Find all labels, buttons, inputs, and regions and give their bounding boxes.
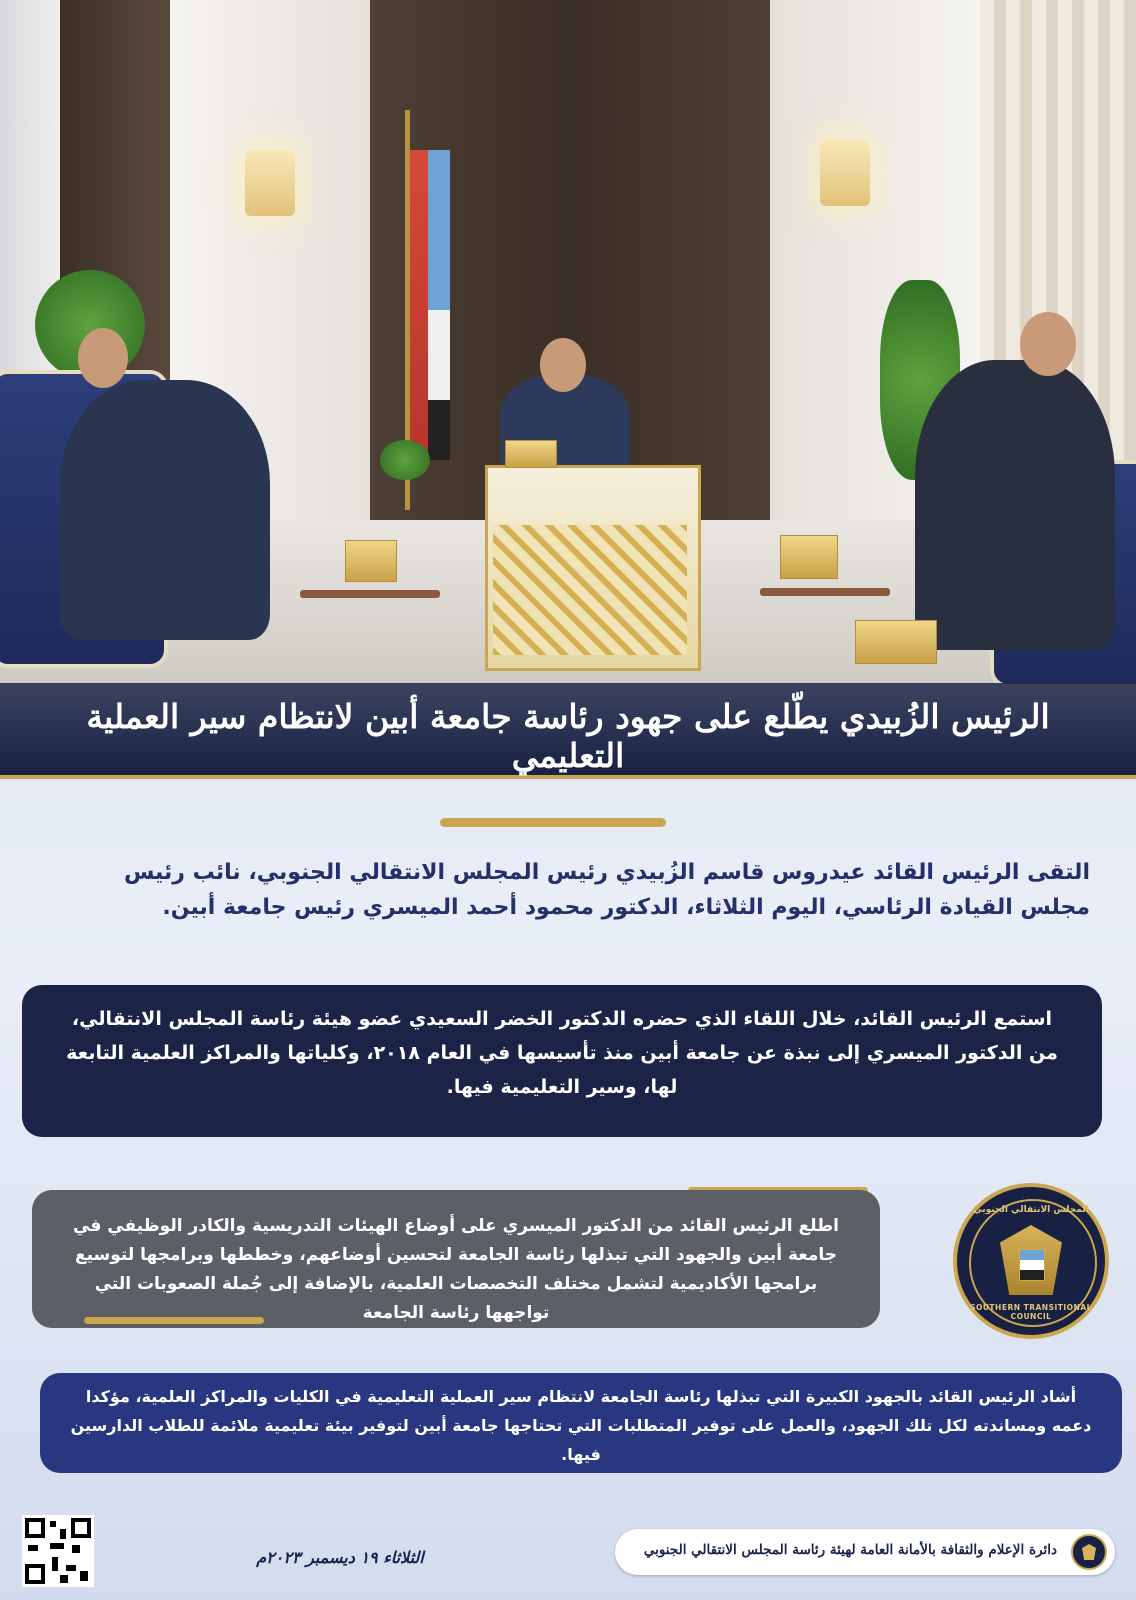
- tissue-box-right: [780, 535, 838, 579]
- stc-mini-logo-icon: [1071, 1534, 1107, 1570]
- person-left: [60, 380, 270, 640]
- paragraph-box-1: [22, 985, 1102, 1137]
- paragraph-1: استمع الرئيس القائد، خلال اللقاء الذي حضره الدكتور الخضر السعيدي عضو هيئة رئاسة المجلس الانتقالي، من الدكتور الميسري إلى نبذة عن جامعة أبين منذ تأسيسها في العام ٢٠١٨، وكلياتها والمراكز العلمية التابعة لها، وسير التعليمية فيها.: [66, 1008, 1058, 1098]
- intro-paragraph: التقى الرئيس القائد عيدروس قاسم الزُبيدي رئيس المجلس الانتقالي الجنوبي، نائب رئيس مجلس القيادة الرئاسي، اليوم الثلاثاء، الدكتور محمود أحمد الميسري رئيس جامعة أبين.: [123, 860, 1090, 921]
- tissue-box: [505, 440, 557, 468]
- meeting-photo: [0, 0, 1136, 685]
- side-table-left: [300, 590, 440, 598]
- side-table-right: [760, 588, 890, 596]
- paragraph-box-2: [32, 1190, 880, 1328]
- gold-accent-bottom: [84, 1317, 264, 1324]
- person-right: [915, 360, 1115, 650]
- person-center-head: [540, 338, 586, 392]
- tissue-box-front: [855, 620, 937, 664]
- publish-date: الثلاثاء ١٩ ديسمبر ٢٠٢٣م: [256, 1548, 424, 1567]
- qr-code-icon[interactable]: [22, 1515, 94, 1587]
- footer-credit: [615, 1529, 1115, 1575]
- shield-icon: [1019, 1249, 1045, 1281]
- gold-divider-top: [440, 818, 666, 827]
- wall-lamp-left: [245, 150, 295, 216]
- small-plant: [380, 440, 430, 480]
- paragraph-2: اطلع الرئيس القائد من الدكتور الميسري على أوضاع الهيئات التدريسية والكادر الوظيفي في جامعة أبين والجهود التي تبذلها رئاسة الجامعة لتحسين أوضاعهم، وخططها وبرامجها لتوسيع برامجها الأكاديمية لتشمل مختلف التخصصات العلمية، بالإضافة إلى جُملة الصعوبات التي تواجهها رئاسة الجامعة: [73, 1216, 839, 1323]
- person-right-head: [1020, 312, 1076, 376]
- person-left-head: [78, 328, 128, 388]
- south-yemen-flag: [410, 150, 450, 460]
- emblem-arabic-text: المجلس الانتقالي الجنوبي: [973, 1205, 1089, 1215]
- paragraph-box-3: [40, 1373, 1122, 1473]
- tissue-box-left: [345, 540, 397, 582]
- wall-lamp-right: [820, 140, 870, 206]
- headline: الرئيس الزُبيدي يطّلع على جهود رئاسة جامعة أبين لانتظام سير العملية التعليمي: [86, 697, 1050, 775]
- headline-band: [0, 683, 1136, 779]
- desk-lattice: [493, 525, 687, 655]
- stc-emblem: [953, 1183, 1109, 1339]
- emblem-english-text: SOUTHERN TRANSITIONAL COUNCIL: [970, 1303, 1092, 1321]
- department-name: دائرة الإعلام والثقافة بالأمانة العامة لهيئة رئاسة المجلس الانتقالي الجنوبي: [643, 1542, 1057, 1558]
- paragraph-3: أشاد الرئيس القائد بالجهود الكبيرة التي تبذلها رئاسة الجامعة لانتظام سير العملية التعليمية في الكليات والمراكز العلمية، مؤكدا دعمه ومساندته لكل تلك الجهود، والعمل على توفير المتطلبات التي تحتاجها جامعة أبين لتوفير بيئة تعليمية ملائمة للطلاب الدارسين فيها.: [70, 1387, 1092, 1464]
